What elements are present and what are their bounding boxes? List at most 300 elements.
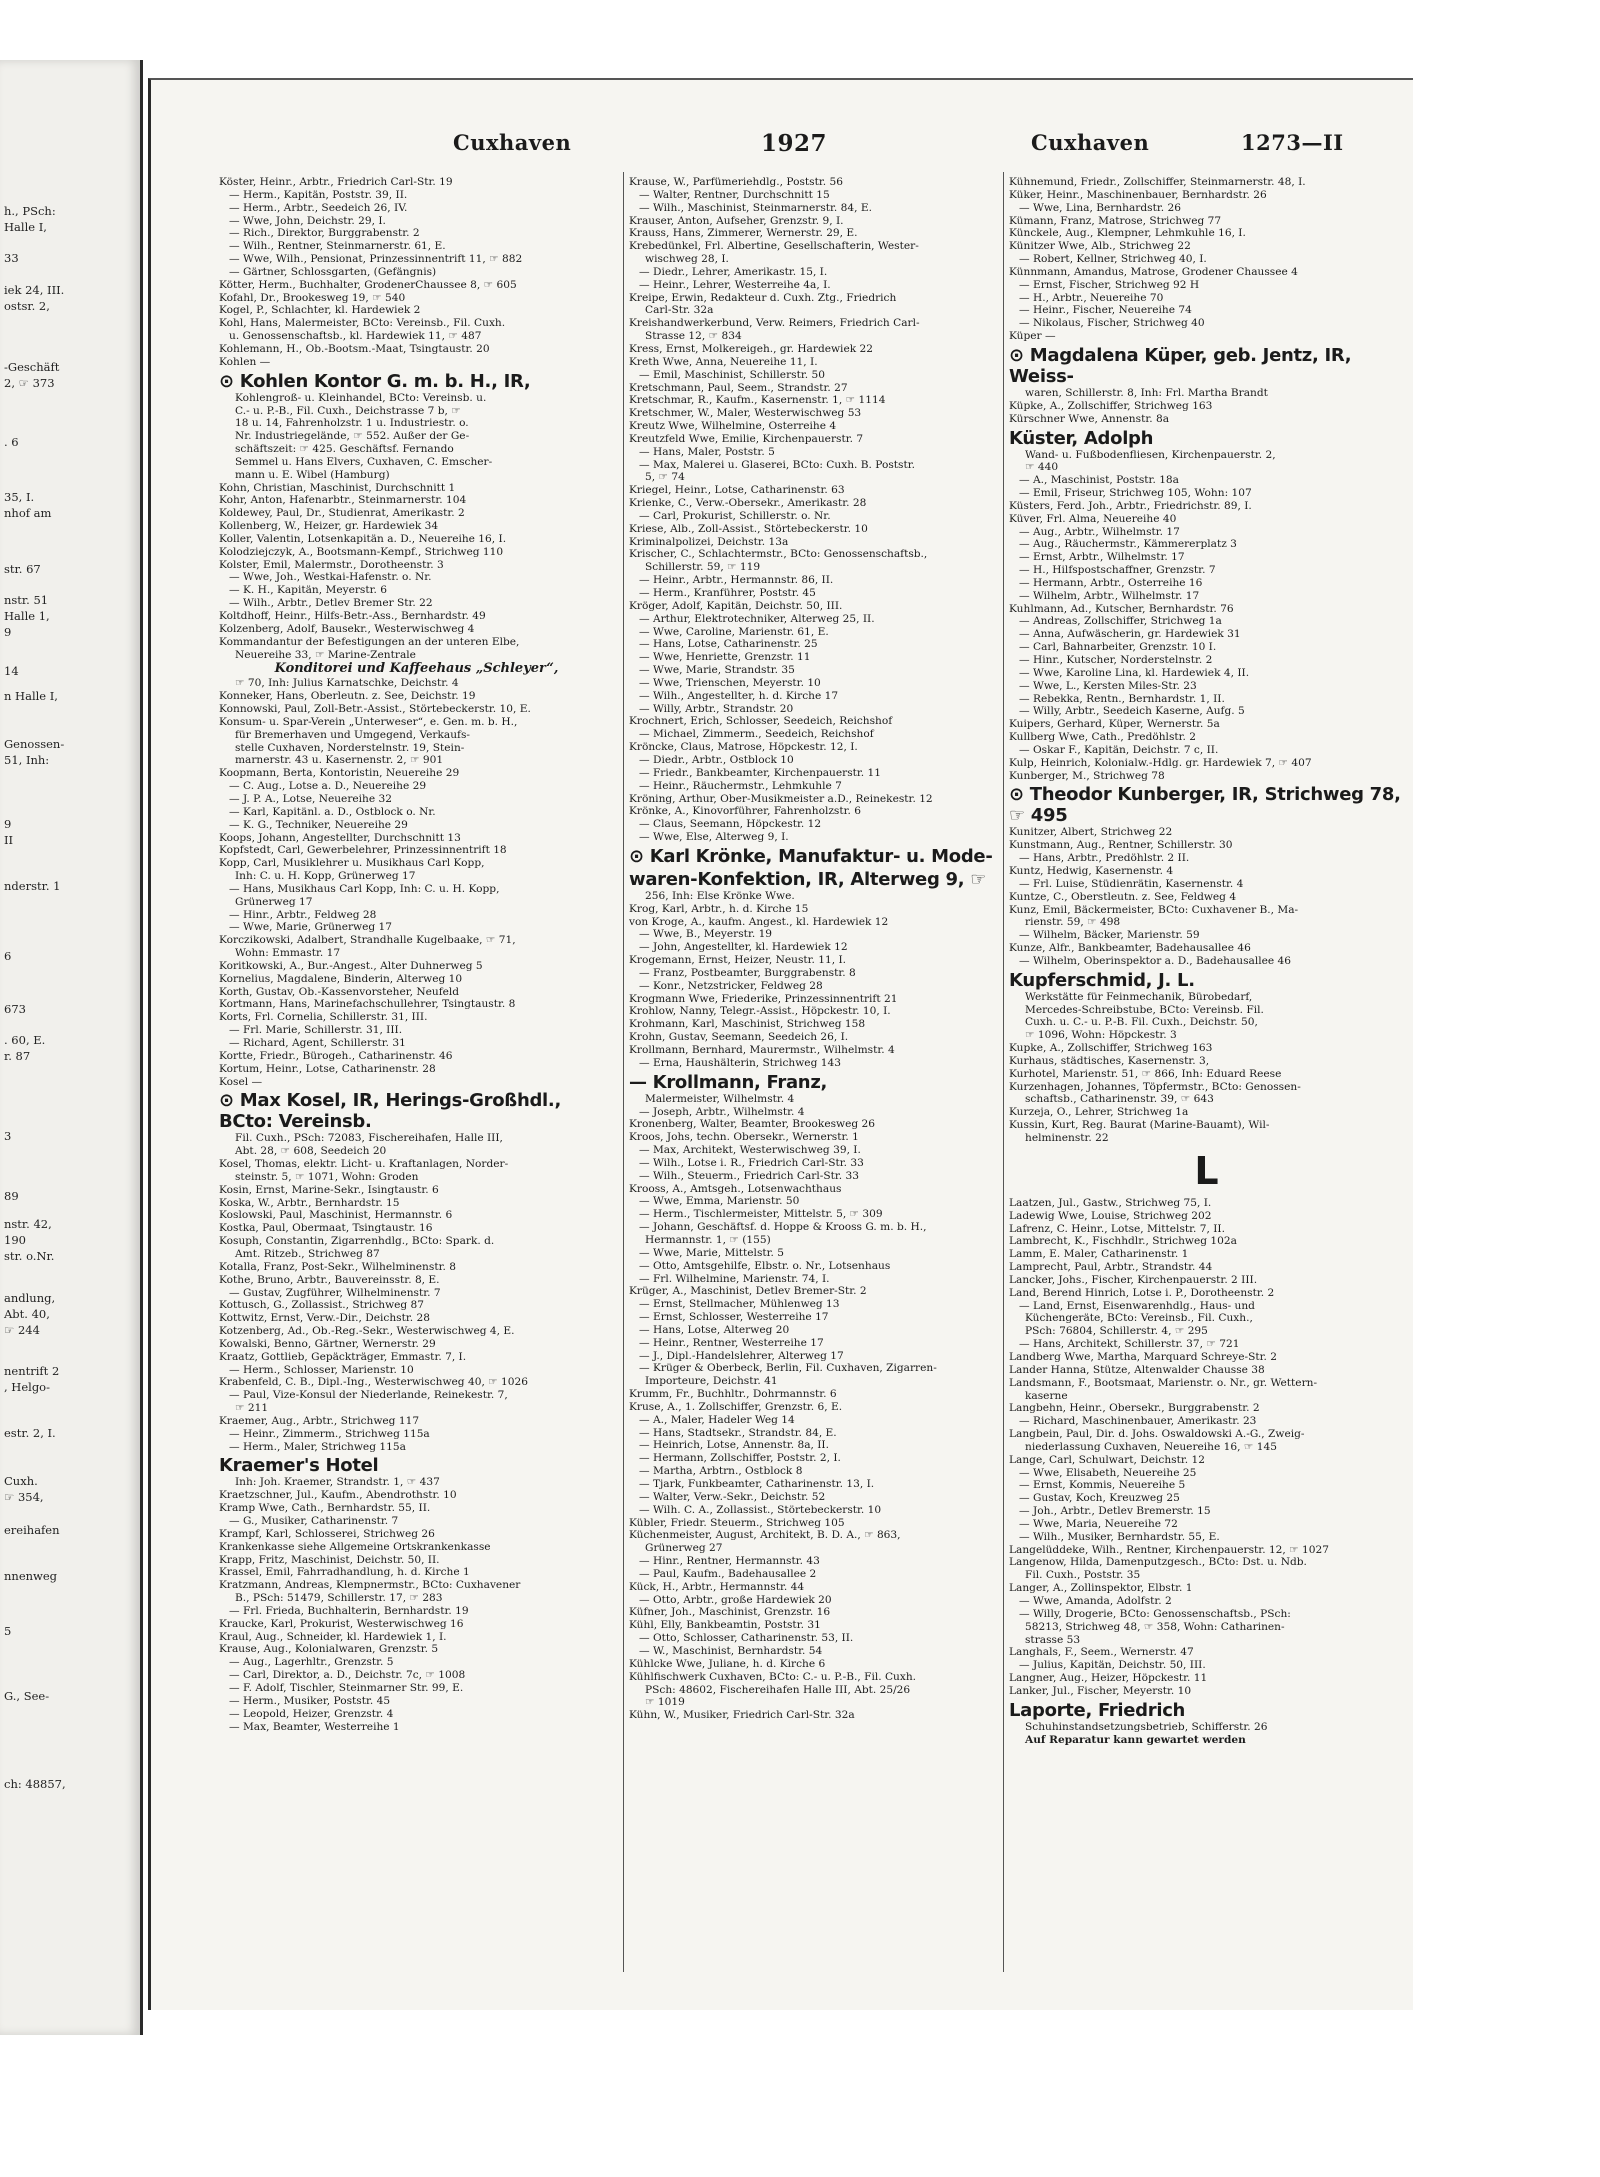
entry-continuation: Küchengeräte, BCto: Vereinsb., Fil. Cuxh., (1025, 1312, 1253, 1325)
directory-entry: — Wwe, Trienschen, Meyerstr. 10 (639, 676, 821, 689)
directory-entry: — Ernst, Arbtr., Wilhelmstr. 17 (1019, 551, 1185, 564)
directory-entry: Kreipe, Erwin, Redakteur d. Cuxh. Ztg., Friedrich (629, 291, 897, 304)
directory-entry: — Wilhelm, Oberinspektor a. D., Badehausallee 46 (1019, 954, 1291, 967)
column-divider (623, 172, 624, 1972)
directory-entry: Koska, W., Arbtr., Bernhardstr. 15 (219, 1196, 400, 1209)
directory-entry: Lancker, Johs., Fischer, Kirchenpauerstr. 2 III. (1009, 1273, 1258, 1286)
directory-entry: — Johann, Geschäftsf. d. Hoppe & Krooss G. m. b. H., (639, 1221, 927, 1234)
directory-entry: Kunberger, M., Strichweg 78 (1009, 769, 1165, 782)
previous-page-fragment: -Geschäft (4, 360, 60, 374)
entry-continuation: ☞ 1019 (645, 1696, 685, 1709)
directory-entry: Lambrecht, K., Fischhdlr., Strichweg 102a (1009, 1235, 1237, 1248)
directory-entry: — Gustav, Koch, Kreuzweg 25 (1019, 1492, 1180, 1505)
directory-entry: Ladewig Wwe, Louise, Strichweg 202 (1009, 1209, 1212, 1222)
directory-entry: — Rebekka, Rentn., Bernhardstr. 1, II. (1019, 692, 1225, 705)
directory-entry: — Max, Malerei u. Glaserei, BCto: Cuxh. B. Poststr. (639, 458, 916, 471)
directory-entry: Kunz, Emil, Bäckermeister, BCto: Cuxhavener B., Ma- (1009, 903, 1299, 916)
directory-entry: — Hans, Stadtsekr., Strandstr. 84, E. (639, 1426, 837, 1439)
directory-entry: Langhals, F., Seem., Wernerstr. 47 (1009, 1646, 1194, 1659)
directory-entry: Kreutzfeld Wwe, Emilie, Kirchenpauerstr. 7 (629, 432, 864, 445)
directory-entry: Kolzenberg, Adolf, Bausekr., Westerwischweg 4 (219, 622, 475, 635)
directory-entry: Kurhaus, städtisches, Kasernenstr. 3, (1009, 1054, 1210, 1067)
previous-page-fragment: andlung, (4, 1291, 56, 1305)
directory-entry: Krohlow, Nanny, Telegr.-Assist., Höpckestr. 10, I. (629, 1005, 891, 1018)
entry-continuation: schaftsb., Catharinenstr. 39, ☞ 643 (1025, 1093, 1214, 1106)
directory-entry: — Emil, Friseur, Strichweg 105, Wohn: 107 (1019, 487, 1252, 500)
directory-entry: — Wwe, B., Meyerstr. 19 (639, 928, 773, 941)
directory-entry: Kraul, Aug., Schneider, kl. Hardewiek 1, I. (219, 1630, 447, 1643)
entry-continuation: C.- u. P.-B., Fil. Cuxh., Deichstrasse 7 b, ☞ (235, 404, 461, 417)
entry-continuation: 18 u. 14, Fahrenholzstr. 1 u. Industriestr. o. (235, 417, 469, 430)
directory-entry: — Paul, Kaufm., Badehausallee 2 (639, 1567, 817, 1580)
advertisement-heading: — Krollmann, Franz, (629, 1071, 828, 1093)
directory-entry: — Martha, Arbtrn., Ostblock 8 (639, 1465, 803, 1478)
directory-entry: Kopp, Carl, Musiklehrer u. Musikhaus Carl Kopp, (219, 857, 485, 870)
directory-entry: Koritkowski, A., Bur.-Angest., Alter Duhnerweg 5 (219, 959, 483, 972)
entry-continuation: B., PSch: 51479, Schillerstr. 17, ☞ 283 (235, 1592, 443, 1605)
directory-entry: Küfner, Joh., Maschinist, Grenzstr. 16 (629, 1606, 831, 1619)
directory-entry: — Herm., Kranführer, Poststr. 45 (639, 587, 816, 599)
directory-entry: — J., Dipl.-Handelslehrer, Alterweg 17 (639, 1349, 844, 1362)
directory-entry: — Wwe, John, Deichstr. 29, I. (229, 214, 386, 227)
header-city-left: Cuxhaven (453, 130, 572, 155)
directory-entry: — Wwe, Amanda, Adolfstr. 2 (1019, 1595, 1172, 1607)
directory-entry: Krog, Karl, Arbtr., h. d. Kirche 15 (629, 902, 809, 915)
previous-page-fragment: nderstr. 1 (4, 879, 61, 893)
directory-entry: Lange, Carl, Schulwart, Deichstr. 12 (1009, 1453, 1205, 1466)
directory-entry: Kötter, Herm., Buchhalter, GrodenerChaussee 8, ☞ 605 (219, 278, 517, 291)
entry-continuation: Neuereihe 33, ☞ Marine-Zentrale (235, 648, 416, 661)
directory-entry: Langelüddeke, Wilh., Rentner, Kirchenpauerstr. 12, ☞ 1027 (1009, 1543, 1329, 1556)
directory-entry: Kortmann, Hans, Marinefachschullehrer, Tsingtaustr. 8 (219, 998, 516, 1011)
directory-entry: — Diedr., Arbtr., Ostblock 10 (639, 753, 794, 766)
directory-entry: Kuhlmann, Ad., Kutscher, Bernhardstr. 76 (1009, 602, 1234, 615)
directory-entry: u. Genossenschaftsb., kl. Hardewiek 11, ☞ 487 (229, 330, 482, 343)
directory-entry: Kreishandwerkerbund, Verw. Reimers, Friedrich Carl- (629, 317, 920, 330)
previous-page-fragment: estr. 2, I. (4, 1426, 56, 1440)
directory-entry: Kurzenhagen, Johannes, Töpfermstr., BCto: Genossen- (1009, 1080, 1301, 1093)
previous-page-fragment: r. 87 (4, 1049, 31, 1063)
directory-entry: Küsters, Ferd. Joh., Arbtr., Friedrichstr. 89, I. (1009, 499, 1252, 512)
directory-entry: Kornelius, Magdalene, Binderin, Alterweg 10 (219, 972, 463, 985)
directory-entry: — Hans, Lotse, Alterweg 20 (639, 1323, 790, 1336)
entry-continuation: Schillerstr. 59, ☞ 119 (645, 561, 761, 574)
directory-entry: — A., Maler, Hadeler Weg 14 (639, 1413, 795, 1426)
directory-entry: Kreth Wwe, Anna, Neuereihe 11, I. (629, 355, 818, 368)
directory-entry: — Wwe, Marie, Mittelstr. 5 (639, 1246, 785, 1259)
previous-page-fragment: nstr. 42, (4, 1217, 52, 1231)
advertisement-heading: ⊙ Karl Krönke, Manufaktur- u. Mode- (629, 845, 993, 867)
directory-entry: Kühnemund, Friedr., Zollschiffer, Steinmarnerstr. 48, I. (1009, 176, 1306, 188)
directory-entry: Kraemer, Aug., Arbtr., Strichweg 117 (219, 1414, 420, 1427)
directory-entry: Kolster, Emil, Malermstr., Dorotheenstr. 3 (219, 558, 444, 571)
directory-entry: — Wilhelm, Bäcker, Marienstr. 59 (1019, 929, 1200, 942)
previous-page-fragment: 2, ☞ 373 (4, 376, 55, 390)
directory-entry: Kowalski, Benno, Gärtner, Wernerstr. 29 (219, 1337, 436, 1350)
advertisement-heading: Kupferschmid, J. L. (1009, 969, 1195, 991)
directory-entry: Kück, H., Arbtr., Hermannstr. 44 (629, 1580, 805, 1593)
directory-entry: — Herm., Schlosser, Marienstr. 10 (229, 1363, 414, 1376)
directory-entry: Kopfstedt, Carl, Gewerbelehrer, Prinzessinnentrift 18 (219, 844, 507, 857)
directory-entry: — Krüger & Oberbeck, Berlin, Fil. Cuxhaven, Zigarren- (639, 1362, 937, 1375)
directory-entry: Kussin, Kurt, Reg. Baurat (Marine-Bauamt), Wil- (1009, 1119, 1270, 1132)
directory-entry: Kühlfischwerk Cuxhaven, BCto: C.- u. P.-B., Fil. Cuxh. (629, 1670, 917, 1683)
directory-entry: Kosel, Thomas, elektr. Licht- u. Kraftanlagen, Norder- (219, 1158, 509, 1171)
directory-entry: — Paul, Vize-Konsul der Niederlande, Reinekestr. 7, (229, 1389, 508, 1402)
entry-continuation: Cuxh. u. C.- u. P.-B. Fil. Cuxh., Deichstr. 50, (1025, 1016, 1258, 1029)
previous-page-fragment: iek 24, III. (4, 283, 65, 297)
directory-entry: — Wwe, Emma, Marienstr. 50 (639, 1195, 800, 1208)
directory-entry: — W., Maschinist, Bernhardstr. 54 (639, 1644, 823, 1657)
directory-entry: Kuntze, C., Oberstleutn. z. See, Feldweg 4 (1009, 890, 1237, 903)
directory-entry: — Gustav, Zugführer, Wilhelminenstr. 7 (229, 1286, 441, 1299)
directory-entry: Krapp, Fritz, Maschinist, Deichstr. 50, II. (219, 1553, 440, 1566)
directory-entry: Krassel, Emil, Fahrradhandlung, h. d. Kirche 1 (219, 1566, 470, 1579)
directory-entry: — Hinr., Arbtr., Feldweg 28 (229, 908, 377, 921)
directory-entry: von Kroge, A., kaufm. Angest., kl. Hardewiek 12 (629, 915, 889, 928)
directory-entry: Koltdhoff, Heinr., Hilfs-Betr.-Ass., Bernhardstr. 49 (219, 610, 486, 622)
previous-page-fragment: Halle I, (4, 220, 47, 234)
directory-entry: Kurhotel, Marienstr. 51, ☞ 866, Inh: Eduard Reese (1009, 1067, 1282, 1080)
directory-entry: Krienke, C., Verw.-Obersekr., Amerikastr. 28 (629, 497, 867, 510)
directory-entry: — Wwe, Elisabeth, Neuereihe 25 (1019, 1466, 1197, 1479)
directory-entry: — Hermann, Arbtr., Osterreihe 16 (1019, 576, 1203, 589)
directory-entry: — Wwe, Henriette, Grenzstr. 11 (639, 651, 811, 664)
directory-entry: — Willy, Arbtr., Seedeich Kaserne, Aufg. 5 (1019, 705, 1245, 718)
previous-page-fragment: nnenweg (4, 1569, 58, 1583)
directory-entry: Kostka, Paul, Obermaat, Tsingtaustr. 16 (219, 1222, 433, 1235)
directory-entry: — K. G., Techniker, Neuereihe 29 (229, 818, 408, 831)
directory-entry: — Wwe, Else, Alterweg 9, I. (639, 831, 789, 844)
entry-continuation: Inh: Joh. Kraemer, Strandstr. 1, ☞ 437 (235, 1476, 440, 1489)
directory-entry: — Hans, Musikhaus Carl Kopp, Inh: C. u. H. Kopp, (229, 882, 500, 895)
directory-entry: Kretschmann, Paul, Seem., Strandstr. 27 (629, 381, 848, 394)
directory-entry: — Herm., Tischlermeister, Mittelstr. 5, ☞ 309 (639, 1208, 883, 1221)
directory-entry: Kohn, Christian, Maschinist, Durchschnitt 1 (219, 481, 456, 494)
entry-continuation: Schuhinstandsetzungsbetrieb, Schifferstr. 26 (1025, 1720, 1268, 1733)
entry-continuation: Semmel u. Hans Elvers, Cuxhaven, C. Emscher- (235, 455, 493, 468)
header-page-number: 1273—II (1241, 130, 1344, 155)
entry-continuation: ☞ 211 (235, 1402, 269, 1415)
entry-continuation: marnerstr. 43 u. Kasernenstr. 2, ☞ 901 (235, 754, 444, 767)
entry-continuation: steinstr. 5, ☞ 1071, Wohn: Groden (235, 1170, 419, 1183)
entry-continuation: stelle Cuxhaven, Norderstelnstr. 19, Stein- (235, 741, 465, 754)
directory-entry: Kunstmann, Aug., Rentner, Schillerstr. 30 (1009, 839, 1233, 852)
entry-continuation: Grünerweg 17 (235, 895, 313, 908)
directory-entry: Küchenmeister, August, Architekt, B. D. A., ☞ 863, (629, 1529, 901, 1542)
directory-entry: — Joseph, Arbtr., Wilhelmstr. 4 (639, 1105, 805, 1118)
directory-entry: Kommandantur der Befestigungen an der unteren Elbe, (219, 635, 520, 648)
directory-entry: Küpke, A., Zollschiffer, Strichweg 163 (1009, 399, 1213, 412)
directory-entry: Krogmann Wwe, Friederike, Prinzessinnentrift 21 (629, 992, 898, 1005)
entry-continuation: Carl-Str. 32a (645, 304, 714, 317)
directory-entry: — Julius, Kapitän, Deichstr. 50, III. (1019, 1659, 1206, 1672)
previous-page-fragment: , Helgo- (4, 1380, 50, 1394)
directory-entry: Kriese, Alb., Zoll-Assist., Störtebeckerstr. 10 (629, 522, 868, 535)
directory-entry: Koslowski, Paul, Maschinist, Hermannstr. 6 (219, 1209, 453, 1222)
directory-entry: — John, Angestellter, kl. Hardewiek 12 (639, 941, 848, 954)
directory-entry: Künckele, Aug., Klempner, Lehmkuhle 16, I. (1009, 227, 1246, 240)
directory-entry: Krischer, C., Schlachtermstr., BCto: Genossenschaftsb., (629, 548, 928, 561)
directory-entry: Land, Berend Hinrich, Lotse i. P., Dorotheenstr. 2 (1009, 1286, 1275, 1299)
directory-entry: — Ernst, Fischer, Strichweg 92 H (1019, 278, 1200, 291)
entry-continuation: mann u. E. Wibel (Hamburg) (235, 468, 390, 481)
directory-entry: — Wilh., Rentner, Steinmarnerstr. 61, E. (229, 240, 446, 253)
directory-entry: Kottusch, G., Zollassist., Strichweg 87 (219, 1299, 425, 1312)
directory-entry: Kulp, Heinrich, Kolonialw.-Hdlg. gr. Hardewiek 7, ☞ 407 (1009, 756, 1312, 769)
directory-entry: — Hans, Maler, Poststr. 5 (639, 445, 775, 458)
directory-entry: — Wwe, Joh., Westkai-Hafenstr. o. Nr. (229, 571, 432, 584)
directory-entry: Kothe, Bruno, Arbtr., Bauvereinsstr. 8, E. (219, 1273, 440, 1286)
directory-entry: Langbehn, Heinr., Obersekr., Burggrabenstr. 2 (1009, 1402, 1260, 1415)
directory-entry: Konsum- u. Spar-Verein „Unterweser“, e. Gen. m. b. H., (219, 715, 518, 728)
directory-entry: Lamprecht, Paul, Arbtr., Strandstr. 44 (1009, 1261, 1213, 1274)
entry-continuation: ☞ 1096, Wohn: Höpckestr. 3 (1025, 1029, 1177, 1042)
entry-continuation: niederlassung Cuxhaven, Neuereihe 16, ☞ 145 (1025, 1440, 1277, 1453)
advertisement-heading: ⊙ Kohlen Kontor G. m. b. H., IR, (219, 370, 531, 392)
directory-entry: Kunze, Alfr., Bankbeamter, Badehausallee 46 (1009, 942, 1251, 955)
directory-entry: — Richard, Agent, Schillerstr. 31 (229, 1037, 406, 1049)
directory-entry: Kraatz, Gottlieb, Gepäckträger, Emmastr. 7, I. (219, 1350, 467, 1363)
directory-entry: Langer, A., Zollinspektor, Elbstr. 1 (1009, 1582, 1193, 1595)
advertisement-heading: Laporte, Friedrich (1009, 1699, 1186, 1721)
directory-entry: Langenow, Hilda, Damenputzgesch., BCto: Dst. u. Ndb. (1009, 1556, 1307, 1569)
directory-entry: — Wilhelm, Arbtr., Wilhelmstr. 17 (1019, 589, 1200, 602)
directory-entry: — Herm., Kapitän, Poststr. 39, II. (229, 188, 408, 201)
directory-entry: Korth, Gustav, Ob.-Kassenvorsteher, Neufeld (219, 985, 460, 998)
directory-entry: Kosuph, Constantin, Zigarrenhdlg., BCto: Spark. d. (219, 1235, 495, 1248)
directory-entry: — Walter, Rentner, Durchschnitt 15 (639, 188, 830, 201)
directory-entry: Koldewey, Paul, Dr., Studienrat, Amerikastr. 2 (219, 507, 465, 520)
entry-continuation: Wand- u. Fußbodenfliesen, Kirchenpauerstr. 2, (1025, 448, 1276, 461)
previous-page-fragment: 9 (4, 625, 12, 639)
directory-entry: Kosin, Ernst, Marine-Sekr., Isingtaustr. 6 (219, 1183, 439, 1196)
previous-page-fragment: ereihafen (4, 1523, 60, 1537)
directory-entry: — Wilh., Lotse i. R., Friedrich Carl-Str. 33 (639, 1156, 864, 1169)
previous-page-fragment: Cuxh. (4, 1474, 38, 1488)
advertisement-heading: ⊙ Theodor Kunberger, IR, Strichweg 78, ☞ 495 (1009, 784, 1401, 827)
directory-entry: Krüger, A., Maschinist, Detlev Bremer-Str. 2 (629, 1285, 867, 1298)
directory-entry: Krohmann, Karl, Maschinist, Strichweg 158 (629, 1018, 866, 1031)
entry-continuation: ☞ 70, Inh: Julius Karnatschke, Deichstr. 4 (235, 677, 459, 690)
directory-entry: — Michael, Zimmerm., Seedeich, Reichshof (639, 728, 874, 741)
directory-entry: Kosel — (219, 1075, 263, 1088)
entry-continuation: Grünerweg 27 (645, 1542, 723, 1555)
directory-entry: — Hinr., Kutscher, Norderstelnstr. 2 (1019, 654, 1213, 666)
directory-entry: Kohlen — (219, 355, 271, 368)
directory-entry: — Herm., Maler, Strichweg 115a (229, 1440, 406, 1453)
directory-entry: Kortte, Friedr., Bürogeh., Catharinenstr. 46 (219, 1049, 453, 1062)
directory-entry: Kretschmer, W., Maler, Westerwischweg 53 (629, 407, 862, 420)
directory-entry: — Aug., Arbtr., Wilhelmstr. 17 (1019, 525, 1180, 538)
directory-entry: Kruse, A., 1. Zollschiffer, Grenzstr. 6, E. (629, 1400, 843, 1413)
previous-page-fragment: 673 (4, 1002, 26, 1016)
directory-entry: Koopmann, Berta, Kontoristin, Neuereihe 29 (219, 767, 460, 780)
directory-entry: Krabenfeld, C. B., Dipl.-Ing., Westerwischweg 40, ☞ 1026 (219, 1376, 528, 1389)
directory-entry: — Frl. Wilhelmine, Marienstr. 74, I. (639, 1272, 830, 1285)
directory-column-2 (629, 176, 1024, 1976)
directory-entry: — Karl, Kapitänl. a. D., Ostblock o. Nr. (229, 805, 436, 818)
directory-entry: — Max, Beamter, Westerreihe 1 (229, 1720, 400, 1733)
directory-entry: — Heinr., Arbtr., Hermannstr. 86, II. (639, 574, 834, 587)
entry-continuation: kaserne (1025, 1389, 1068, 1402)
directory-entry: Kürschner Wwe, Annenstr. 8a (1009, 412, 1170, 425)
directory-entry: Küker, Heinr., Maschinenbauer, Bernhardstr. 26 (1009, 188, 1267, 201)
previous-page-fragment: str. 67 (4, 562, 41, 576)
previous-page-fragment: ostsr. 2, (4, 299, 50, 313)
directory-entry: — Aug., Lagerhltr., Grenzstr. 5 (229, 1656, 394, 1669)
directory-entry: — Robert, Kellner, Strichweg 40, I. (1019, 253, 1207, 266)
directory-entry: Kramp Wwe, Cath., Bernhardstr. 55, II. (219, 1502, 431, 1515)
directory-entry: — Franz, Postbeamter, Burggrabenstr. 8 (639, 966, 856, 979)
directory-entry: Kratzmann, Andreas, Klempnermstr., BCto: Cuxhavener (219, 1579, 521, 1592)
directory-entry: — Ernst, Kommis, Neuereihe 5 (1019, 1479, 1186, 1492)
directory-entry: Kronenberg, Walter, Beamter, Brookesweg 26 (629, 1118, 876, 1131)
directory-entry: Krause, W., Parfümeriehdlg., Poststr. 56 (629, 176, 843, 188)
directory-entry: — G., Musiker, Catharinenstr. 7 (229, 1515, 399, 1527)
directory-entry: Landsmann, F., Bootsmaat, Marienstr. o. Nr., gr. Wettern- (1009, 1376, 1318, 1389)
directory-entry: — H., Arbtr., Neuereihe 70 (1019, 291, 1164, 304)
entry-continuation: für Bremerhaven und Umgegend, Verkaufs- (235, 728, 470, 741)
directory-entry: — Frl. Frieda, Buchhalterin, Bernhardstr. 19 (229, 1604, 469, 1617)
entry-continuation: ☞ 440 (1025, 461, 1059, 474)
directory-entry: — Wwe, Marie, Grünerweg 17 (229, 921, 393, 934)
directory-entry: — Andreas, Zollschiffer, Strichweg 1a (1019, 615, 1222, 628)
directory-entry: Krohn, Gustav, Seemann, Seedeich 26, I. (629, 1031, 849, 1044)
directory-entry: Laatzen, Jul., Gastw., Strichweg 75, I. (1009, 1196, 1212, 1209)
entry-continuation: Inh: C. u. H. Kopp, Grünerweg 17 (235, 870, 416, 883)
directory-entry: Krauss, Hans, Zimmerer, Wernerstr. 29, E. (629, 227, 858, 240)
previous-page-fragment: 51, Inh: (4, 753, 50, 767)
directory-entry: — Hans, Arbtr., Predöhlstr. 2 II. (1019, 852, 1190, 865)
directory-entry: Kretschmar, R., Kaufm., Kasernenstr. 1, ☞ 1114 (629, 394, 886, 407)
header-city-right: Cuxhaven (1031, 130, 1150, 155)
directory-entry: — Erna, Haushälterin, Strichweg 143 (639, 1056, 841, 1069)
directory-entry: Kullberg Wwe, Cath., Predöhlstr. 2 (1009, 731, 1197, 744)
directory-entry: Konneker, Hans, Oberleutn. z. See, Deichstr. 19 (219, 690, 476, 703)
directory-entry: — Wwe, Wilh., Pensionat, Prinzessinnentrift 11, ☞ 882 (229, 253, 523, 266)
directory-entry: — Friedr., Bankbeamter, Kirchenpauerstr. 11 (639, 766, 882, 779)
directory-column-3 (1009, 176, 1404, 1976)
entry-continuation: 256, Inh: Else Krönke Wwe. (645, 889, 795, 902)
advertisement-heading: Kraemer's Hotel (219, 1455, 379, 1477)
directory-entry: Langner, Aug., Heizer, Höpckestr. 11 (1009, 1672, 1208, 1685)
directory-entry: — Frl. Marie, Schillerstr. 31, III. (229, 1024, 403, 1037)
directory-entry: — K. H., Kapitän, Meyerstr. 6 (229, 584, 387, 597)
directory-entry: Kollenberg, W., Heizer, gr. Hardewiek 34 (219, 520, 439, 533)
previous-page-fragment: nhof am (4, 506, 52, 520)
previous-page-fragment: . 60, E. (4, 1033, 46, 1047)
directory-entry: Kunitzer, Albert, Strichweg 22 (1009, 826, 1173, 839)
entry-continuation: Nr. Industriegelände, ☞ 552. Außer der Ge- (235, 430, 470, 443)
previous-page-fragment: II (4, 833, 14, 847)
directory-entry: — Carl, Direktor, a. D., Deichstr. 7c, ☞ 1008 (229, 1669, 466, 1682)
directory-entry: — Wwe, Marie, Strandstr. 35 (639, 664, 795, 677)
section-letter: L (1194, 1148, 1219, 1193)
directory-entry: Kümann, Franz, Matrose, Strichweg 77 (1009, 214, 1222, 227)
directory-entry: — Otto, Arbtr., große Hardewiek 20 (639, 1593, 832, 1606)
directory-entry: — Max, Architekt, Westerwischweg 39, I. (639, 1144, 861, 1157)
entry-continuation: Auf Reparatur kann gewartet werden (1025, 1733, 1246, 1746)
entry-continuation: Amt. Ritzeb., Strichweg 87 (235, 1247, 380, 1260)
directory-entry: Köster, Heinr., Arbtr., Friedrich Carl-Str. 19 (219, 176, 453, 188)
directory-entry: — Tjark, Funkbeamter, Catharinenstr. 13, I. (639, 1478, 875, 1490)
previous-page-fragment: 14 (4, 664, 19, 678)
directory-entry: — Oskar F., Kapitän, Deichstr. 7 c, II. (1019, 743, 1219, 756)
directory-column-1 (219, 176, 614, 1976)
entry-continuation: helminenstr. 22 (1025, 1132, 1109, 1144)
directory-entry: Koops, Johann, Angestellter, Durchschnitt 13 (219, 831, 461, 844)
directory-entry: — Aug., Räuchermstr., Kämmererplatz 3 (1019, 538, 1237, 551)
directory-entry: Kuipers, Gerhard, Küper, Wernerstr. 5a (1009, 718, 1220, 731)
directory-entry: Künnmann, Amandus, Matrose, Grodener Chaussee 4 (1009, 265, 1298, 278)
directory-entry: Kohlemann, H., Ob.-Bootsm.-Maat, Tsingtaustr. 20 (219, 342, 490, 355)
directory-entry: — Wwe, Karoline Lina, kl. Hardewiek 4, II. (1019, 666, 1250, 679)
directory-entry: Lamm, E. Maler, Catharinenstr. 1 (1009, 1248, 1189, 1261)
directory-entry: — Carl, Prokurist, Schillerstr. o. Nr. (639, 509, 831, 522)
directory-entry: Koller, Valentin, Lotsenkapitän a. D., Neuereihe 16, I. (219, 532, 507, 545)
directory-entry: Krause, Aug., Kolonialwaren, Grenzstr. 5 (219, 1643, 439, 1656)
entry-continuation: PSch: 76804, Schillerstr. 4, ☞ 295 (1025, 1325, 1208, 1338)
directory-entry: Kraucke, Karl, Prokurist, Westerwischweg 16 (219, 1617, 464, 1630)
directory-entry: Kofahl, Dr., Brookesweg 19, ☞ 540 (219, 291, 406, 304)
advertisement-heading: Küster, Adolph (1009, 427, 1154, 449)
directory-entry: Kroos, Johs, techn. Obersekr., Wernerstr. 1 (629, 1131, 859, 1144)
previous-page-fragment: . 6 (4, 435, 19, 449)
previous-page-fragment: str. o.Nr. (4, 1249, 55, 1263)
advertisement-heading: ⊙ Max Kosel, IR, Herings-Großhdl., BCto: Vereinsb. (219, 1090, 561, 1133)
scan-background-bottom (0, 2035, 1600, 2177)
directory-entry: — Wilh., Musiker, Bernhardstr. 55, E. (1019, 1530, 1220, 1543)
directory-entry: Lander Hanna, Stütze, Altenwalder Chausse 38 (1009, 1363, 1265, 1376)
directory-entry: Kogel, P., Schlachter, kl. Hardewiek 2 (219, 304, 421, 317)
entry-continuation: wischweg 28, I. (645, 253, 729, 266)
previous-page-fragment: Halle 1, (4, 609, 50, 623)
directory-entry: Küver, Frl. Alma, Neuereihe 40 (1009, 512, 1177, 525)
directory-entry: — Diedr., Lehrer, Amerikastr. 15, I. (639, 265, 828, 278)
directory-entry: — Nikolaus, Fischer, Strichweg 40 (1019, 317, 1205, 330)
previous-page-fragment: ☞ 244 (4, 1323, 40, 1337)
directory-entry: Kotzenberg, Ad., Ob.-Reg.-Sekr., Westerwischweg 4, E. (219, 1325, 515, 1338)
directory-entry: — Claus, Seemann, Höpckestr. 12 (639, 818, 822, 831)
directory-entry: Konnowski, Paul, Zoll-Betr.-Assist., Störtebeckerstr. 10, E. (219, 703, 531, 716)
directory-entry: Künitzer Wwe, Alb., Strichweg 22 (1009, 240, 1191, 253)
directory-entry: Kühlcke Wwe, Juliane, h. d. Kirche 6 (629, 1657, 826, 1670)
directory-entry: Krebedünkel, Frl. Albertine, Gesellschafterin, Wester- (629, 240, 919, 253)
directory-entry: Küper — (1009, 330, 1056, 343)
previous-page-fragment: Genossen- (4, 737, 65, 751)
directory-entry: — Wilh. C. A., Zollassist., Störtebeckerstr. 10 (639, 1503, 882, 1516)
previous-page-fragment: nentrift 2 (4, 1364, 60, 1378)
entry-continuation: Werkstätte für Feinmechanik, Bürobedarf, (1025, 990, 1253, 1003)
directory-entry: Krogemann, Ernst, Heizer, Neustr. 11, I. (629, 954, 847, 967)
directory-entry: — Richard, Maschinenbauer, Amerikastr. 23 (1019, 1415, 1257, 1428)
directory-entry: — Anna, Aufwäscherin, gr. Hardewiek 31 (1019, 628, 1241, 641)
directory-entry: Kohr, Anton, Hafenarbtr., Steinmarnerstr. 104 (219, 494, 467, 507)
directory-entry: Kottwitz, Ernst, Verw.-Dir., Deichstr. 28 (219, 1312, 430, 1325)
directory-entry: — Heinr., Räuchermstr., Lehmkuhle 7 (639, 779, 842, 792)
directory-page (148, 78, 1413, 2010)
directory-entry: Langbein, Paul, Dir. d. Johs. Oswaldowski A.-G., Zweig- (1009, 1428, 1305, 1441)
directory-entry: — A., Maschinist, Poststr. 18a (1019, 474, 1179, 487)
directory-entry: — Herm., Arbtr., Seedeich 26, IV. (229, 201, 408, 214)
previous-page-edge (0, 60, 143, 2035)
directory-entry: — Hans, Architekt, Schillerstr. 37, ☞ 721 (1019, 1338, 1240, 1351)
directory-entry: — Konr., Netzstricker, Feldweg 28 (639, 979, 823, 992)
entry-continuation: PSch: 48602, Fischereihafen Halle III, Abt. 25/26 (645, 1683, 911, 1696)
previous-page-fragment: Abt. 40, (4, 1307, 50, 1321)
entry-continuation: 58213, Strichweg 48, ☞ 358, Wohn: Catharinen- (1025, 1620, 1285, 1633)
